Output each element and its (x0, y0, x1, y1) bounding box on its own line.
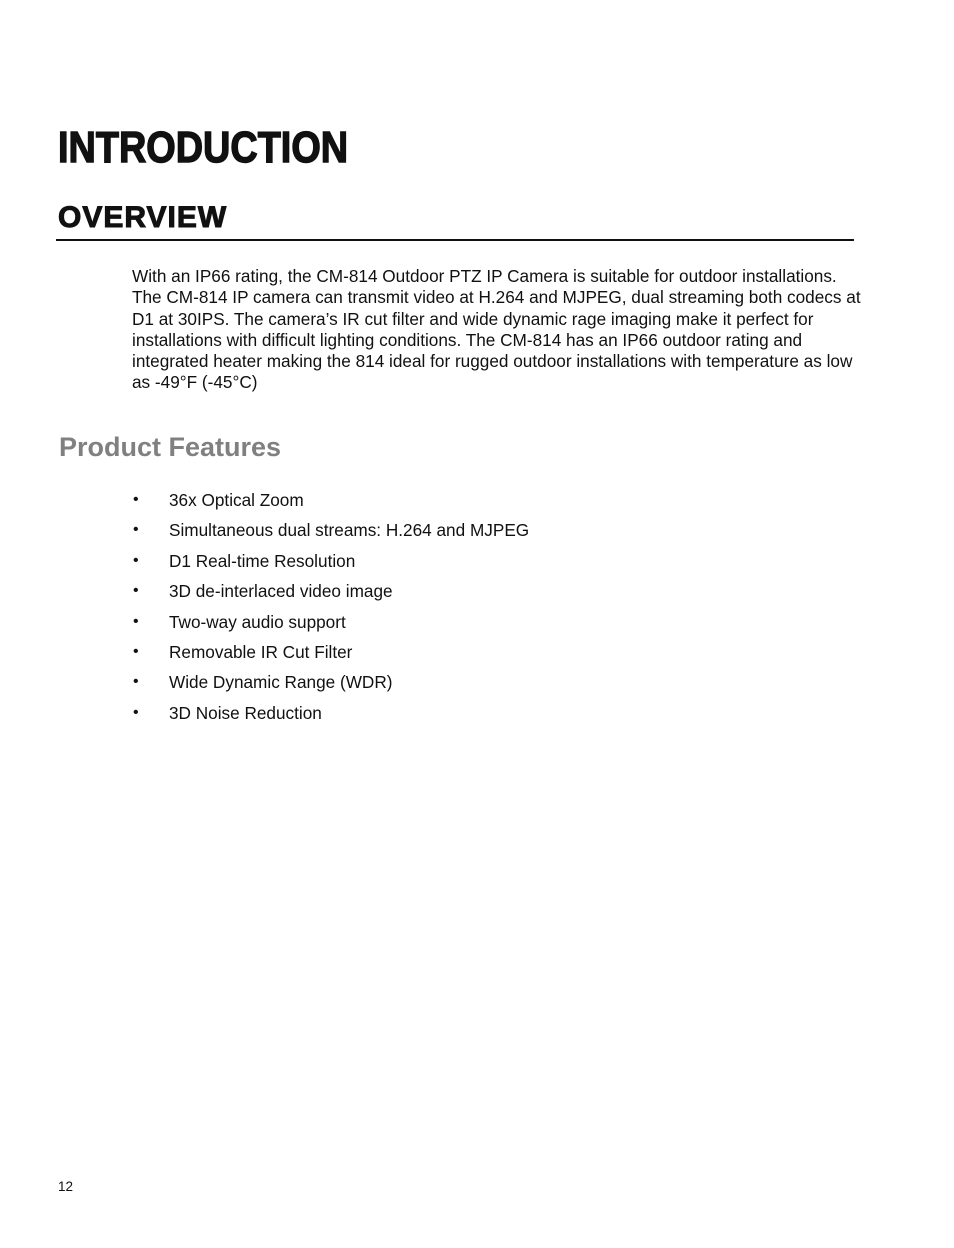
overview-paragraph: With an IP66 rating, the CM-814 Outdoor PTZ IP Camera is suitable for outdoor installations. The CM-814 IP camera can transmit video at H.264 and MJPEG, dual streaming both codecs at D1 at 30IPS. The camera’s IR cut filter and wide dynamic rage imaging make it perfect for installations with difficult lighting conditions. The CM-814 has an IP66 outdoor rating and integrated heater making the 814 ideal for rugged outdoor installations with temperature as low as -49°F (-45°C) (132, 266, 861, 393)
list-item (0, 640, 954, 670)
feature-text: Removable IR Cut Filter (169, 641, 353, 662)
bullet-icon: • (133, 703, 139, 721)
subsection-title-product-features: Product Features (59, 432, 282, 462)
bullet-icon: • (133, 642, 139, 660)
bullet-icon: • (133, 521, 139, 539)
bullet-icon: • (133, 551, 139, 569)
list-item (0, 549, 954, 579)
section-divider (56, 239, 854, 241)
feature-text: Simultaneous dual streams: H.264 and MJPEG (169, 520, 530, 541)
feature-text: D1 Real-time Resolution (169, 550, 356, 571)
list-item (0, 518, 954, 548)
list-item (0, 610, 954, 640)
bullet-icon: • (133, 612, 139, 630)
section-title-overview: OVERVIEW (58, 201, 228, 234)
list-item (0, 488, 954, 518)
page-number: 12 (58, 1179, 74, 1194)
feature-text: Wide Dynamic Range (WDR) (169, 672, 393, 693)
list-item (0, 579, 954, 609)
list-item (0, 701, 954, 731)
bullet-icon: • (133, 491, 139, 508)
feature-text: 36x Optical Zoom (169, 490, 304, 510)
chapter-title: INTRODUCTION (58, 123, 349, 172)
bullet-icon: • (133, 673, 139, 691)
feature-text: 3D Noise Reduction (169, 702, 322, 723)
feature-list (0, 488, 954, 731)
bullet-icon: • (133, 582, 139, 600)
feature-text: Two-way audio support (169, 611, 346, 632)
feature-text: 3D de-interlaced video image (169, 581, 393, 602)
list-item (0, 670, 954, 700)
